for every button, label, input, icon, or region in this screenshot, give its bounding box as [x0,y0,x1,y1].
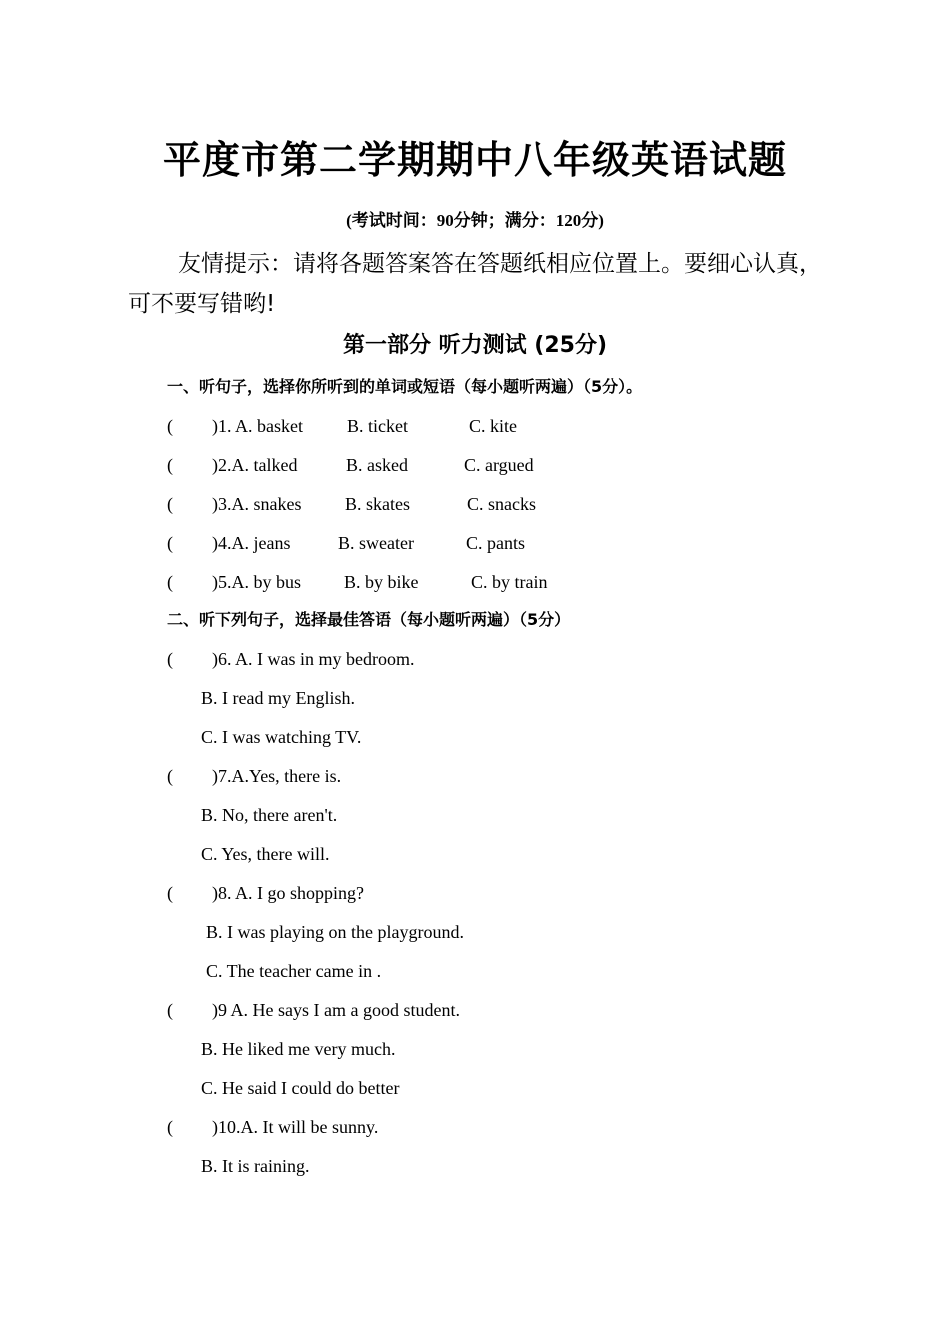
option-b: B. No, there aren't. [201,805,338,825]
option-b: B. sweater [338,533,414,553]
option-c: C. I was watching TV. [201,727,362,747]
answer-paren[interactable]: ( [167,766,173,786]
option-b: B. skates [345,494,410,514]
option-b: B. It is raining. [201,1156,310,1176]
section2-heading: 二、听下列句子，选择最佳答语（每小题听两遍）（5分） [167,610,571,629]
option-b: B. I read my English. [201,688,355,708]
option-c: C. The teacher came in . [206,961,382,981]
option-a: )3.A. snakes [212,494,302,514]
friendly-tip: 友情提示：请将各题答案答在答题纸相应位置上。要细心认真，可不要写错哟! [128,251,822,317]
answer-paren[interactable]: ( [167,572,173,592]
option-a: )1. A. basket [212,416,303,436]
option-c: C. by train [471,572,548,592]
option-c: C. snacks [467,494,536,514]
section1-heading: 一、听句子，选择你所听到的单词或短语（每小题听两遍）（5分）。 [167,377,643,396]
option-c: C. argued [464,455,534,475]
option-a: )9 A. He says I am a good student. [212,1000,460,1020]
option-c: C. He said I could do better [201,1078,400,1098]
answer-paren[interactable]: ( [167,649,173,669]
option-b: B. He liked me very much. [201,1039,396,1059]
option-a: )5.A. by bus [212,572,301,592]
option-a: )8. A. I go shopping? [212,883,364,903]
answer-paren[interactable]: ( [167,416,173,436]
option-b: B. I was playing on the playground. [206,922,464,942]
answer-paren[interactable]: ( [167,883,173,903]
option-c: C. pants [466,533,526,553]
option-c: C. kite [469,416,517,436]
exam-title: 平度市第二学期期中八年级英语试题 [162,138,787,182]
answer-paren[interactable]: ( [167,1117,173,1137]
option-c: C. Yes, there will. [201,844,330,864]
option-a: )2.A. talked [212,455,298,475]
option-b: B. ticket [347,416,408,436]
option-a: )7.A.Yes, there is. [212,766,342,786]
part1-title: 第一部分 听力测试 (25分) [342,333,608,358]
option-a: )6. A. I was in my bedroom. [212,649,415,669]
option-b: B. by bike [344,572,419,592]
option-a: )10.A. It will be sunny. [212,1117,379,1137]
answer-paren[interactable]: ( [167,455,173,475]
exam-subtitle: (考试时间：90分钟；满分：120分) [346,211,604,230]
answer-paren[interactable]: ( [167,533,173,553]
option-a: )4.A. jeans [212,533,291,553]
answer-paren[interactable]: ( [167,1000,173,1020]
option-b: B. asked [346,455,408,475]
answer-paren[interactable]: ( [167,494,173,514]
